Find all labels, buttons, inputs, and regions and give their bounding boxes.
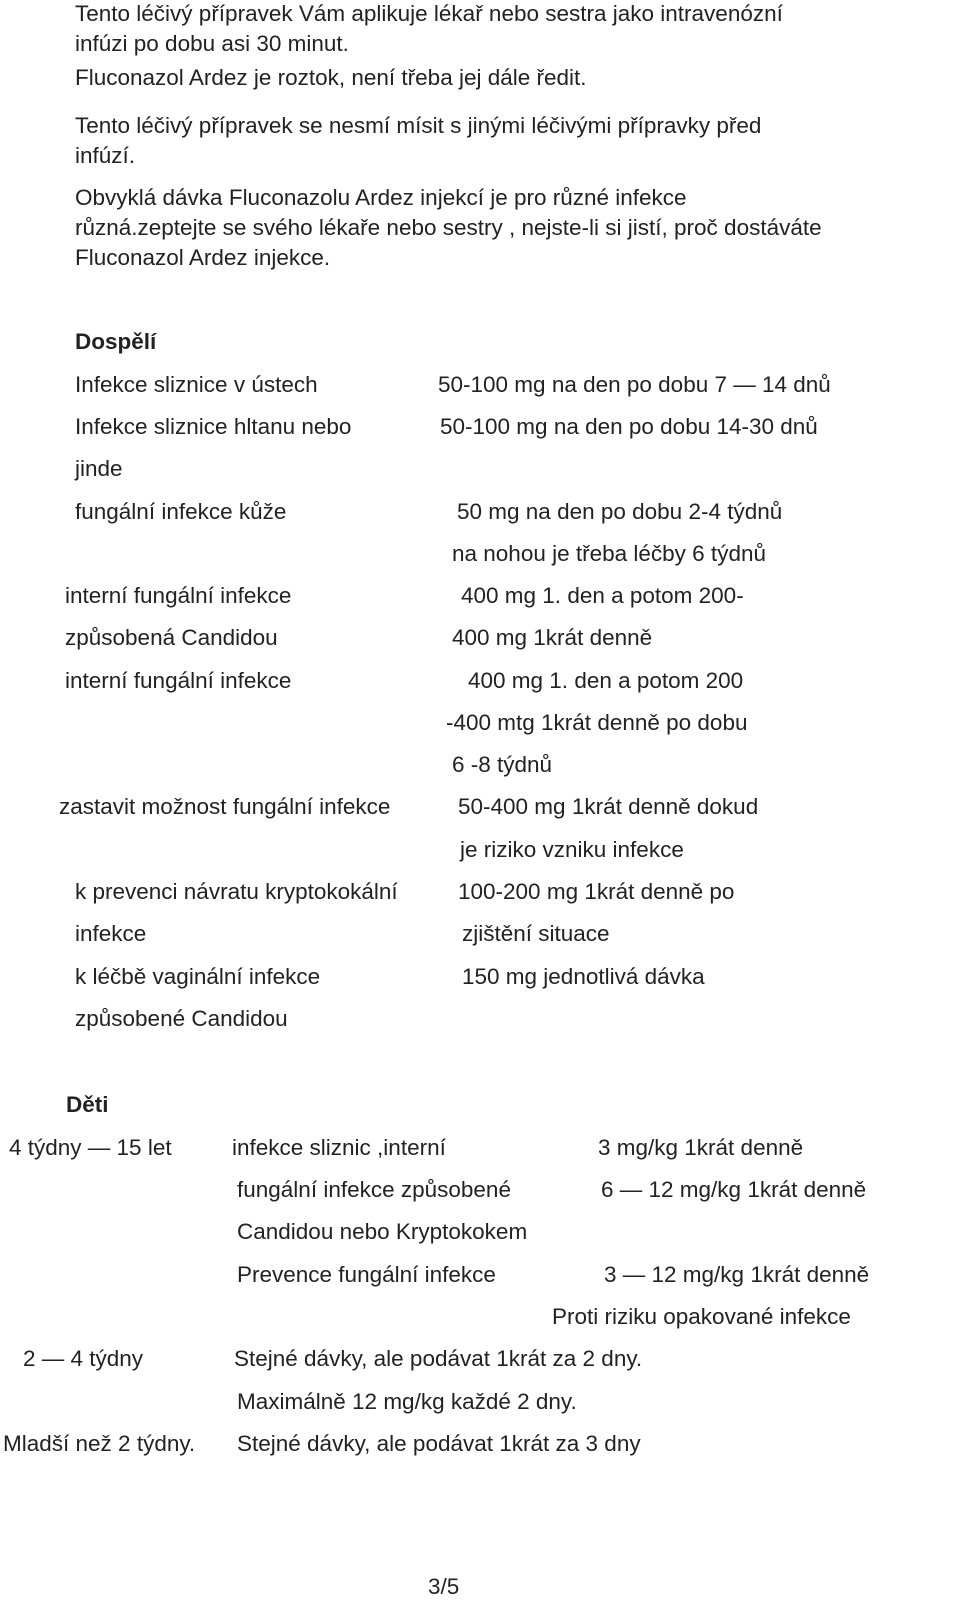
intro-line: infúzi po dobu asi 30 minut. xyxy=(75,31,349,56)
indication: zastavit možnost fungální infekce xyxy=(59,794,391,819)
indication: způsobená Candidou xyxy=(65,625,278,650)
indication: Infekce sliznice hltanu nebo xyxy=(75,414,352,439)
intro-line: různá.zeptejte se svého lékaře nebo sestry , nejste-li si jistí, proč dostáváte xyxy=(75,215,822,240)
dosage: je riziko vzniku infekce xyxy=(460,837,684,862)
indication: infekce xyxy=(75,921,147,946)
dosage: Proti riziku opakované infekce xyxy=(552,1304,851,1329)
dosage: 50-100 mg na den po dobu 14-30 dnů xyxy=(440,414,818,439)
indication: Infekce sliznice v ústech xyxy=(75,372,318,397)
indication: způsobené Candidou xyxy=(75,1006,288,1031)
dosage: 50-400 mg 1krát denně dokud xyxy=(458,794,759,819)
dosage: -400 mtg 1krát denně po dobu xyxy=(446,710,748,735)
dosage: 6 — 12 mg/kg 1krát denně xyxy=(601,1177,867,1202)
intro-line: Tento léčivý přípravek se nesmí mísit s jinými léčivými přípravky před xyxy=(75,113,762,138)
dosage: Stejné dávky, ale podávat 1krát za 3 dny xyxy=(237,1431,641,1456)
dosage: 50 mg na den po dobu 2-4 týdnů xyxy=(457,499,783,524)
dosage: 150 mg jednotlivá dávka xyxy=(462,964,705,989)
indication: interní fungální infekce xyxy=(65,668,292,693)
page-number: 3/5 xyxy=(428,1574,460,1599)
indication: Prevence fungální infekce xyxy=(237,1262,496,1287)
age-group: 4 týdny — 15 let xyxy=(9,1135,172,1160)
intro-line: Obvyklá dávka Fluconazolu Ardez injekcí je pro různé infekce xyxy=(75,185,687,210)
intro-line: Tento léčivý přípravek Vám aplikuje lékař nebo sestra jako intravenózní xyxy=(75,1,783,26)
intro-line: Fluconazol Ardez je roztok, není třeba jej dále ředit. xyxy=(75,65,587,90)
dosage: 400 mg 1. den a potom 200 xyxy=(468,668,744,693)
section-heading-children: Děti xyxy=(66,1092,109,1117)
dosage: 100-200 mg 1krát denně po xyxy=(458,879,735,904)
indication: infekce sliznic ,interní xyxy=(232,1135,446,1160)
indication: interní fungální infekce xyxy=(65,583,292,608)
age-group: 2 — 4 týdny xyxy=(23,1346,144,1371)
dosage: 50-100 mg na den po dobu 7 — 14 dnů xyxy=(438,372,831,397)
dosage: Stejné dávky, ale podávat 1krát za 2 dny. xyxy=(234,1346,643,1371)
dosage: 400 mg 1krát denně xyxy=(452,625,653,650)
section-heading-adults: Dospělí xyxy=(75,329,157,354)
dosage: 6 -8 týdnů xyxy=(452,752,553,777)
indication: fungální infekce kůže xyxy=(75,499,287,524)
indication: k léčbě vaginální infekce xyxy=(75,964,321,989)
indication: k prevenci návratu kryptokokální xyxy=(75,879,398,904)
dosage: zjištění situace xyxy=(462,921,610,946)
dosage: 400 mg 1. den a potom 200- xyxy=(461,583,744,608)
intro-line: infúzí. xyxy=(75,143,136,168)
dosage: 3 mg/kg 1krát denně xyxy=(598,1135,804,1160)
indication: Candidou nebo Kryptokokem xyxy=(237,1219,528,1244)
dosage: 3 — 12 mg/kg 1krát denně xyxy=(604,1262,870,1287)
age-group: Mladší než 2 týdny. xyxy=(3,1431,196,1456)
dosage: Maximálně 12 mg/kg každé 2 dny. xyxy=(237,1389,577,1414)
indication: fungální infekce způsobené xyxy=(237,1177,511,1202)
dosage: na nohou je třeba léčby 6 týdnů xyxy=(452,541,766,566)
indication: jinde xyxy=(75,456,123,481)
intro-line: Fluconazol Ardez injekce. xyxy=(75,245,331,270)
